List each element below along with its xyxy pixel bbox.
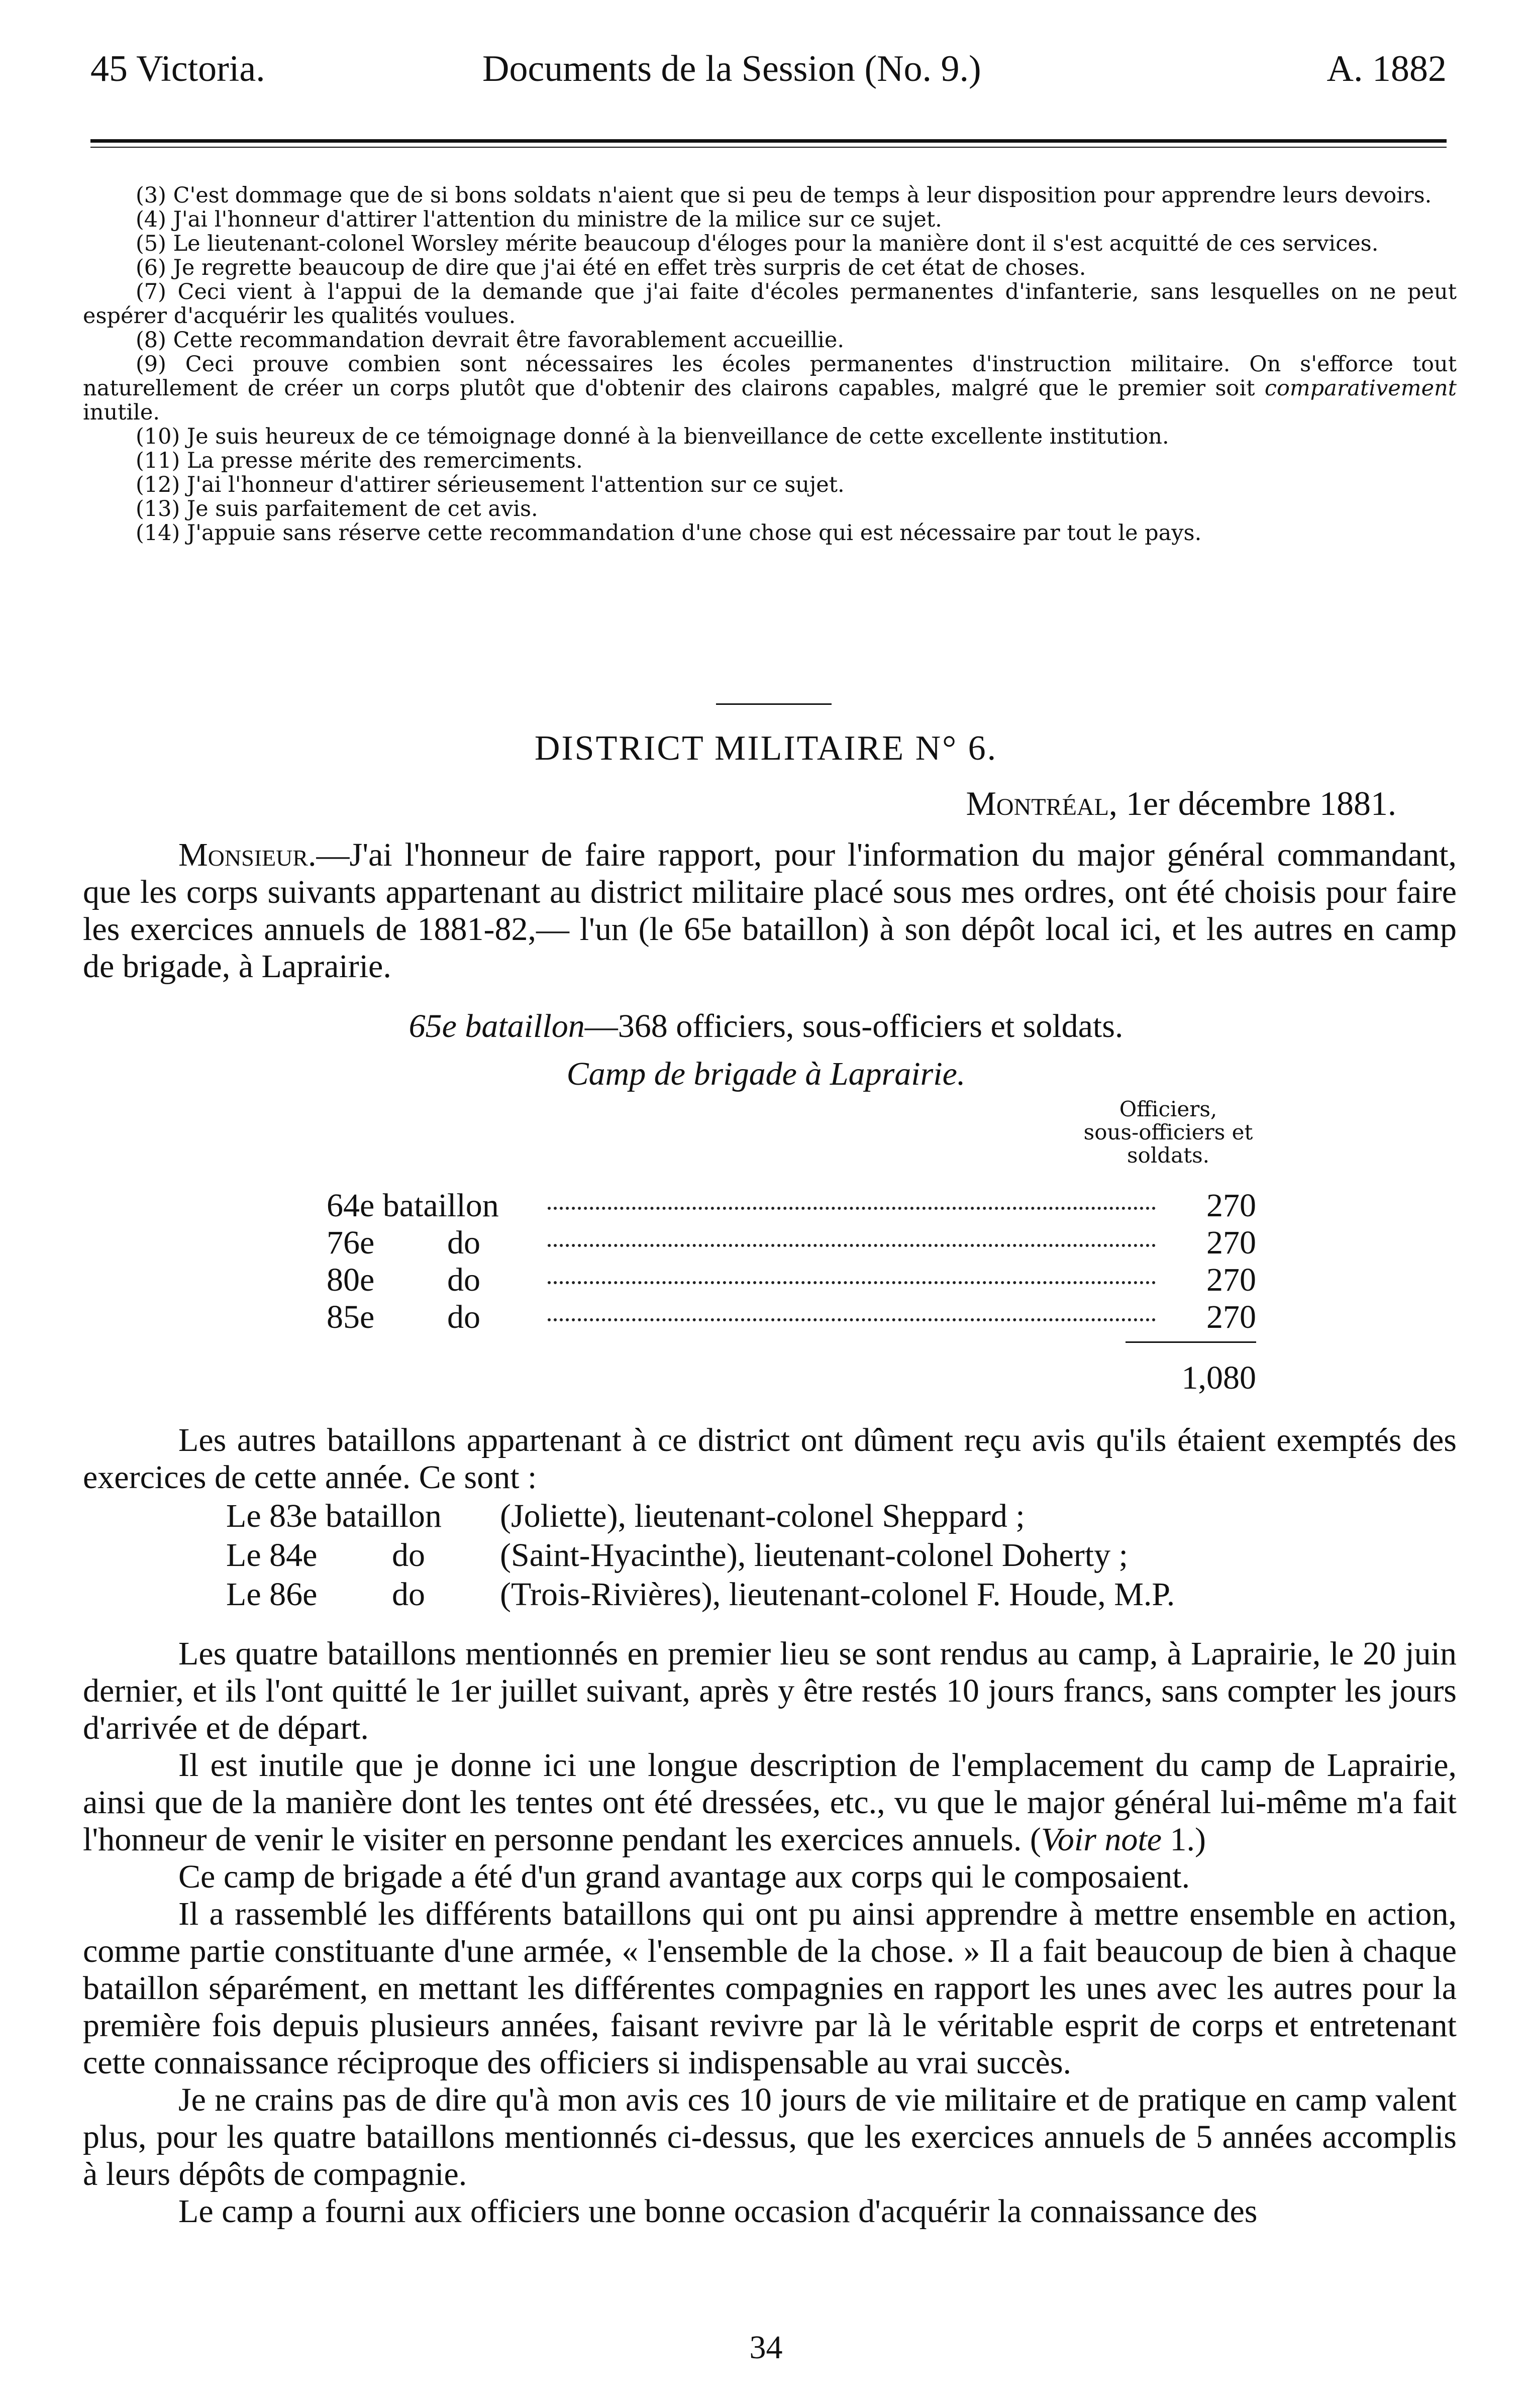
column-header-line: soldats. bbox=[1127, 1143, 1209, 1168]
note-4: (4) J'ai l'honneur d'attirer l'attention du ministre de la milice sur ce sujet. bbox=[136, 207, 942, 232]
note-9-text: (9) Ceci prouve combien sont nécessaires les écoles permanentes d'instruction militaire. On s'efforce tout naturellement de créer un corps plutôt que d'obtenir des clairons capables, malgré que le premier soit bbox=[83, 352, 1457, 401]
column-header-line: Officiers, bbox=[1119, 1097, 1217, 1121]
camp-table-cell-4 bbox=[327, 1298, 480, 1336]
paragraph-1 bbox=[83, 836, 1457, 985]
unit-strength: 270 bbox=[1206, 1187, 1256, 1224]
header-title: Documents de la Session (No. 9.) bbox=[482, 48, 981, 89]
note-8: (8) Cette recommandation devrait être favorablement accueillie. bbox=[136, 328, 845, 353]
battalion-65-name: 65e bataillon bbox=[408, 1008, 585, 1044]
camp-table-cell-3 bbox=[327, 1187, 499, 1225]
table-row bbox=[327, 1298, 1256, 1335]
note-9 bbox=[83, 352, 1457, 425]
header-year: A. 1882 bbox=[1326, 48, 1447, 89]
note-13: (13) Je suis parfaitement de cet avis. bbox=[136, 496, 538, 521]
camp-table bbox=[327, 1187, 1256, 1335]
paragraph-5: Ce camp de brigade a été d'un grand avantage aux corps qui le composaient. bbox=[178, 1858, 1190, 1895]
dateline bbox=[966, 784, 1396, 823]
note-7: (7) Ceci vient à l'appui de la demande que j'ai faite d'écoles permanentes d'infanterie, sans lesquelles on ne peut espérer d'acquérir les qualités voulues. bbox=[83, 279, 1457, 329]
exempted-list bbox=[226, 1497, 1382, 1615]
note-11: (11) La presse mérite des remerciments. bbox=[136, 448, 583, 473]
list-item bbox=[226, 1536, 1382, 1576]
list-item bbox=[226, 1497, 1382, 1536]
dot-leader bbox=[548, 1207, 1156, 1210]
paragraph-2 bbox=[83, 1422, 1457, 1496]
paragraph-1-text bbox=[83, 836, 1457, 985]
total-rule bbox=[1126, 1341, 1256, 1343]
exempt-unit: Le 84e bbox=[226, 1537, 318, 1574]
note-5: (5) Le lieutenant-colonel Worsley mérite beaucoup d'éloges pour la manière dont il s'est acquitté de ces services. bbox=[136, 231, 1379, 256]
unit-name: 80e bbox=[327, 1262, 375, 1298]
unit-strength: 270 bbox=[1206, 1299, 1256, 1335]
paragraph-8: Le camp a fourni aux officiers une bonne occasion d'acquérir la connaissance des bbox=[178, 2193, 1258, 2230]
exempt-detail: (Saint-Hyacinthe), lieutenant-colonel Doherty ; bbox=[500, 1537, 1128, 1574]
table-row bbox=[327, 1261, 1256, 1298]
dot-leader bbox=[548, 1281, 1156, 1284]
unit-name: 85e bbox=[327, 1299, 375, 1335]
note-ref-italic: Voir note bbox=[1041, 1821, 1162, 1858]
header-rule bbox=[90, 139, 1447, 143]
exempt-detail: (Trois-Rivières), lieutenant-colonel F. Houde, M.P. bbox=[500, 1576, 1175, 1613]
unit-strength: 270 bbox=[1206, 1224, 1256, 1261]
ditto-mark: do bbox=[447, 1262, 480, 1298]
paragraph-7: Je ne crains pas de dire qu'à mon avis ces 10 jours de vie militaire et de pratique en camp valent plus, pour les quatre bataillons mentionnés ci-dessus, que les exercices annuels de 5 années accomplis à leurs dépôts de compagnie. bbox=[83, 2081, 1457, 2192]
dateline-date: , 1er décembre 1881. bbox=[1108, 784, 1396, 822]
list-item bbox=[226, 1576, 1382, 1615]
ditto-mark: do bbox=[447, 1224, 480, 1261]
table-row bbox=[327, 1187, 1256, 1224]
note-10: (10) Je suis heureux de ce témoignage donné à la bienveillance de cette excellente institution. bbox=[136, 424, 1169, 449]
note-6: (6) Je regrette beaucoup de dire que j'ai été en effet très surpris de cet état de choses. bbox=[136, 255, 1086, 280]
header-regnal-year: 45 Victoria. bbox=[90, 48, 265, 89]
paragraph-4 bbox=[83, 1747, 1457, 1858]
ditto-mark: do bbox=[392, 1576, 425, 1613]
section-divider bbox=[716, 703, 832, 705]
exempt-detail: (Joliette), lieutenant-colonel Sheppard ; bbox=[500, 1498, 1025, 1534]
body-continued bbox=[83, 1635, 1457, 2230]
notes-block bbox=[83, 183, 1457, 545]
dateline-place: Montréal bbox=[966, 784, 1109, 822]
camp-heading: Camp de brigade à Laprairie. bbox=[566, 1056, 966, 1092]
section-title: DISTRICT MILITAIRE N° 6. bbox=[534, 729, 998, 768]
unit-name: 64e bataillon bbox=[327, 1187, 499, 1224]
note-ref-open: ( bbox=[1030, 1821, 1041, 1858]
note-ref-close: 1.) bbox=[1162, 1821, 1206, 1858]
paragraph-6: Il a rassemblé les différents bataillons qui ont pu ainsi apprendre à mettre ensemble en action, comme partie constituante d'une armée, « l'ensemble de la chose. » Il a fait beaucoup de bien à chaque bataillon séparément, en mettant les différentes compagnies en rapport les unes avec les autres pour la première fois depuis plusieurs années, faisant revivre par là le véritable esprit de corps et entretenant cette connaissance réciproque des officiers si indispensable au vrai succès. bbox=[83, 1896, 1457, 2081]
camp-table-cell-2 bbox=[327, 1224, 480, 1262]
paragraph-2-text: Les autres bataillons appartenant à ce district ont dûment reçu avis qu'ils étaient exemptés des exercices de cette année. Ce sont : bbox=[83, 1422, 1457, 1496]
ditto-mark: do bbox=[447, 1299, 480, 1335]
note-3: (3) C'est dommage que de si bons soldats n'aient que si peu de temps à leur disposition pour apprendre leurs devoirs. bbox=[136, 183, 1432, 208]
battalion-65-line bbox=[0, 1007, 1532, 1045]
note-14: (14) J'appuie sans réserve cette recommandation d'une chose qui est nécessaire par tout le pays. bbox=[136, 520, 1202, 546]
header-rule-thin bbox=[90, 147, 1447, 148]
paragraph-4-text: Il est inutile que je donne ici une longue description de l'emplacement du camp de Laprairie, ainsi que de la manière dont les tentes ont été dressées, etc., vu que le major général lui-même m'a fait l'honneur de venir le visiter en personne pendant les exercices annuels. bbox=[83, 1747, 1457, 1858]
unit-name: 76e bbox=[327, 1224, 375, 1261]
table-row bbox=[327, 1224, 1256, 1261]
exempt-unit: Le 83e bataillon bbox=[226, 1498, 442, 1534]
note-12: (12) J'ai l'honneur d'attirer sérieusement l'attention sur ce sujet. bbox=[136, 472, 845, 497]
salutation: Monsieur. bbox=[178, 836, 317, 873]
exempt-unit: Le 86e bbox=[226, 1576, 318, 1613]
camp-table-cell bbox=[327, 1261, 480, 1299]
paragraph-3: Les quatre bataillons mentionnés en premier lieu se sont rendus au camp, à Laprairie, le 20 juin dernier, et ils l'ont quitté le 1er juillet suivant, après y être restés 10 jours francs, sans compter les jours d'arrivée et de départ. bbox=[83, 1635, 1457, 1746]
column-header-line: sous-officiers et bbox=[1083, 1120, 1253, 1144]
battalion-65-rest: —368 officiers, sous-officiers et soldats. bbox=[584, 1008, 1124, 1044]
dot-leader bbox=[548, 1318, 1156, 1321]
dot-leader bbox=[548, 1244, 1156, 1247]
ditto-mark: do bbox=[392, 1537, 425, 1574]
note-9-end: inutile. bbox=[83, 400, 160, 425]
camp-total: 1,080 bbox=[1181, 1359, 1256, 1396]
column-header bbox=[1043, 1098, 1294, 1167]
paragraph-1-body: —J'ai l'honneur de faire rapport, pour l'information du major général commandant, que les corps suivants appartenant au district militaire placé sous mes ordres, ont été choisis pour faire les exercices annuels de 1881-82,— l'un (le 65e bataillon) à son dépôt local ici, et les autres en camp de brigade, à Laprairie. bbox=[83, 836, 1457, 985]
unit-strength: 270 bbox=[1206, 1262, 1256, 1298]
page-number: 34 bbox=[749, 2329, 783, 2366]
note-9-italic: comparativement bbox=[1264, 376, 1457, 401]
